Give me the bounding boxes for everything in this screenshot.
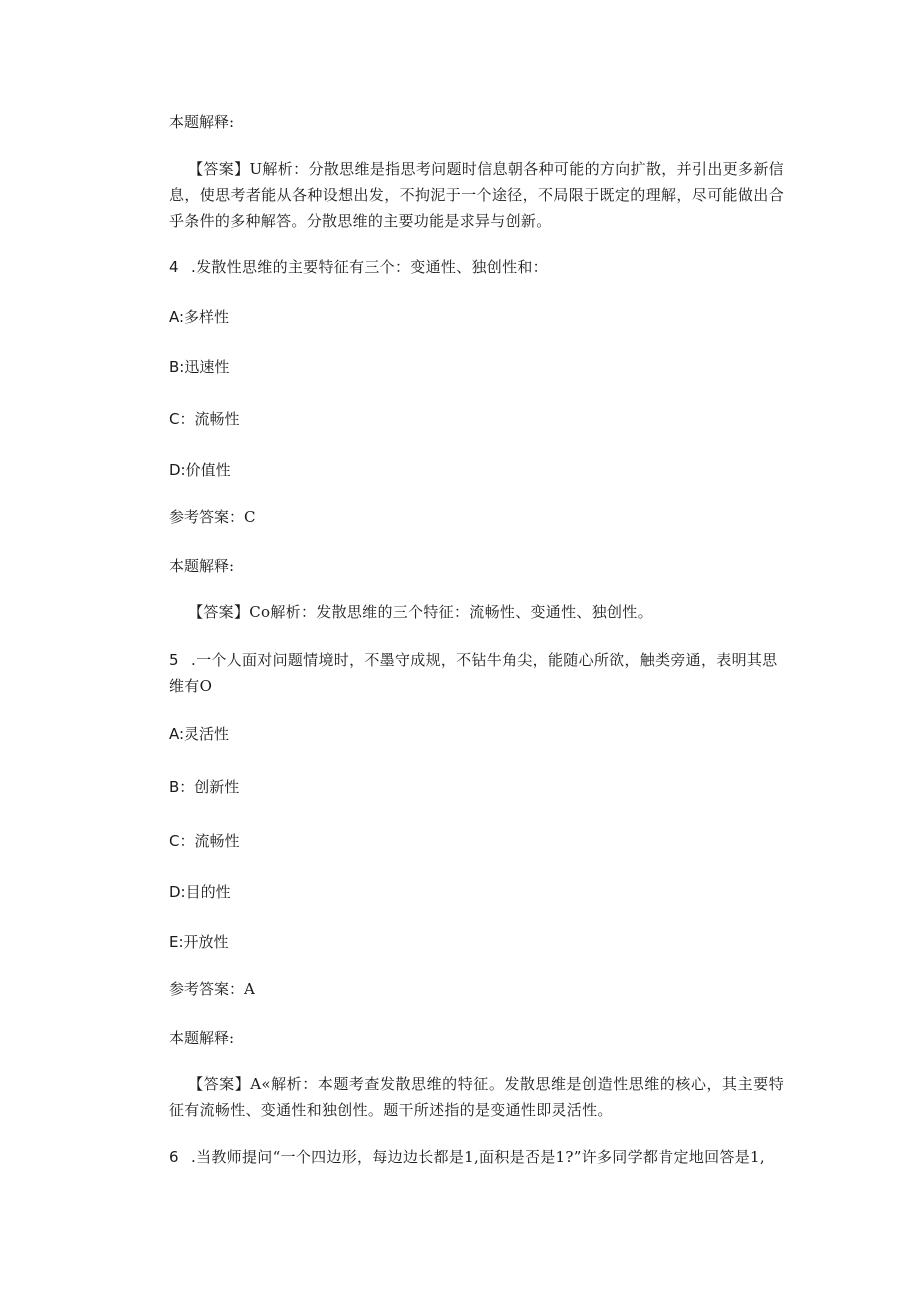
question-number: 6 — [169, 1148, 179, 1166]
explanation-label: 本题解释: — [169, 557, 235, 575]
option-b: B：创新性 — [169, 778, 240, 796]
option-e: E:开放性 — [169, 933, 229, 951]
question-4 — [169, 254, 784, 280]
option-c: C：流畅性 — [169, 410, 240, 428]
question-text: .发散性思维的主要特征有三个：变通性、独创性和： — [191, 258, 548, 276]
option-b: B:迅速性 — [169, 358, 230, 376]
question-text: .一个人面对问题情境时，不墨守成规，不钻牛角尖，能随心所欲，触类旁通，表明其思维有O — [169, 651, 778, 695]
answer-explanation: 【答案】U解析：分散思维是指思考问题时信息朝各种可能的方向扩散，并引出更多新信息，使思考者能从各种设想出发，不拘泥于一个途径，不局限于既定的理解，尽可能做出合乎条件的多种解答。分散思维的主要功能是求异与创新。 — [169, 160, 784, 230]
answer-explanation: 【答案】Co解析：发散思维的三个特征：流畅性、变通性、独创性。 — [188, 603, 653, 621]
option-a: A:多样性 — [169, 308, 230, 326]
reference-answer: 参考答案：C — [169, 508, 256, 526]
explanation-label: 本题解释: — [169, 1029, 235, 1047]
question-6 — [169, 1144, 784, 1170]
question-5 — [169, 647, 784, 699]
option-c: C：流畅性 — [169, 832, 240, 850]
question-text: .当教师提问“一个四边形，每边边长都是1,面积是否是1?”许多同学都肯定地回答是1, — [191, 1148, 765, 1166]
option-d: D:价值性 — [169, 461, 231, 479]
question-number: 4 — [169, 258, 179, 276]
reference-answer: 参考答案：A — [169, 980, 255, 998]
option-d: D:目的性 — [169, 883, 231, 901]
explanation-label: 本题解释: — [169, 113, 235, 131]
answer-explanation: 【答案】A«解析：本题考查发散思维的特征。发散思维是创造性思维的核心，其主要特征有流畅性、变通性和独创性。题干所述指的是变通性即灵活性。 — [169, 1075, 784, 1119]
question-number: 5 — [169, 651, 179, 669]
option-a: A:灵活性 — [169, 725, 230, 743]
